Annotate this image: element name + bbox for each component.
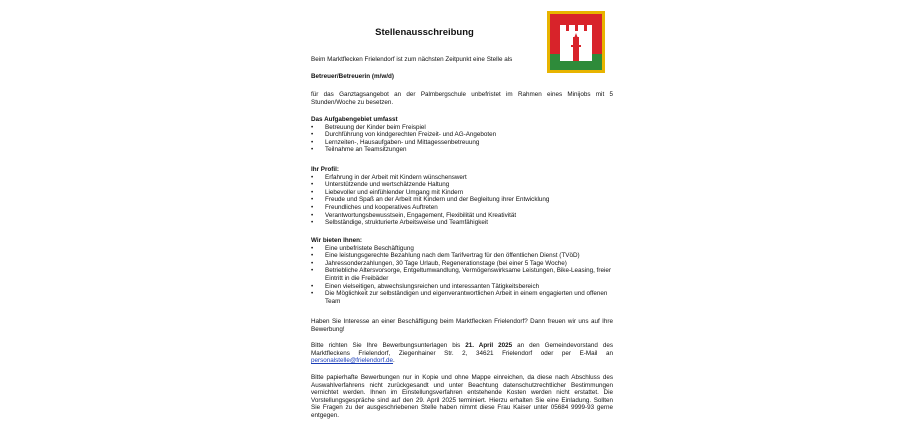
list-item: • Verantwortungsbewusstsein, Engagement, Flexibilität und Kreativität (311, 212, 613, 220)
list-item: • Teilnahme an Teamsitzungen (311, 146, 613, 154)
list-item: • Durchführung von kindgerechten Freizeit- und AG-Angeboten (311, 131, 613, 139)
list-item: • Eine unbefristete Beschäftigung (311, 245, 613, 253)
list-item: • Eine leistungsgerechte Bezahlung nach dem Tarifvertrag für den öffentlichen Dienst (TVöD) (311, 252, 613, 260)
position-title: Betreuer/Betreuerin (m/w/d) (311, 73, 394, 80)
email-link[interactable]: personalstelle@frielendorf.de (311, 357, 394, 365)
list-item: • Betreuung der Kinder beim Freispiel (311, 124, 613, 132)
tasks-list (311, 124, 613, 154)
list-item: • Unterstützende und wertschätzende Haltung (311, 181, 613, 189)
list-item: • Lernzeiten-, Hausaufgaben- und Mittagessenbetreuung (311, 139, 613, 147)
offer-list (311, 245, 613, 306)
list-item: • Liebevoller und einfühlender Umgang mit Kindern (311, 189, 613, 197)
application-text (311, 342, 613, 365)
closing-text: Bitte papierhafte Bewerbungen nur in Kopie und ohne Mappe einreichen, da diese nach Abschluss des Auswahlverfahrens nicht zurückgesandt und unter Beachtung datenschutzrechtlicher Bestimmungen vernichtet werden. Ihnen im Einstellungsverfahren entstehende Kosten werden nicht erstattet. Die Vorstellungsgespräche sind auf den 29. April 2025 terminiert. Hierzu erhalten Sie eine Einladung. Sollten Sie Fragen zu der ausgeschriebenen Stelle haben nimmt diese Frau Kaiser unter 05684 9999-93 gerne entgegen. (311, 374, 613, 419)
apply-end: . (393, 357, 395, 365)
list-item: • Freude und Spaß an der Arbeit mit Kindern und der Begleitung ihrer Entwicklung (311, 196, 613, 204)
intro-text: Beim Marktflecken Frielendorf ist zum nächsten Zeitpunkt eine Stelle als (311, 56, 513, 63)
profile-heading: Ihr Profil: (311, 166, 339, 173)
list-item: • Erfahrung in der Arbeit mit Kindern wünschenswert (311, 174, 613, 182)
position-description: für das Ganztagsangebot an der Palmbergschule unbefristet im Rahmen eines Minijobs mit 5 Stunden/Woche zu besetzen. (311, 91, 613, 106)
coat-of-arms-icon (547, 11, 605, 73)
list-item: • Freundliches und kooperatives Auftreten (311, 204, 613, 212)
list-item: • Betriebliche Altersvorsorge, Entgeltumwandlung, Vermögenswirksame Leistungen, Bike-Leasing, freier Eintritt in die Freibäder (311, 267, 613, 282)
list-item: • Jahressonderzahlungen, 30 Tage Urlaub, Regenerationstage (bei einer 5 Tage Woche) (311, 260, 613, 268)
list-item: • Einen vielseitigen, abwechslungsreichen und interessanten Tätigkeitsbereich (311, 283, 613, 291)
profile-list (311, 174, 613, 227)
list-item: • Selbständige, strukturierte Arbeitsweise und Teamfähigkeit (311, 219, 613, 227)
tasks-heading: Das Aufgabengebiet umfasst (311, 116, 398, 123)
apply-mid: an den Gemeindevorstand des Marktfleckens Frielendorf, Ziegenhainer Str. 2, 34621 Frielendorf oder per E-Mail an (311, 342, 613, 357)
document-title: Stellenausschreibung (375, 27, 474, 38)
interest-text: Haben Sie Interesse an einer Beschäftigung beim Marktflecken Frielendorf? Dann freuen wir uns auf Ihre Bewerbung! (311, 318, 613, 333)
apply-deadline: 21. April 2025 (465, 342, 513, 349)
offer-heading: Wir bieten Ihnen: (311, 237, 363, 244)
apply-pre: Bitte richten Sie Ihre Bewerbungsunterlagen bis (311, 342, 466, 349)
list-item: • Die Möglichkeit zur selbständigen und eigenverantwortlichen Arbeit in einem engagierten und offenen Team (311, 290, 613, 305)
